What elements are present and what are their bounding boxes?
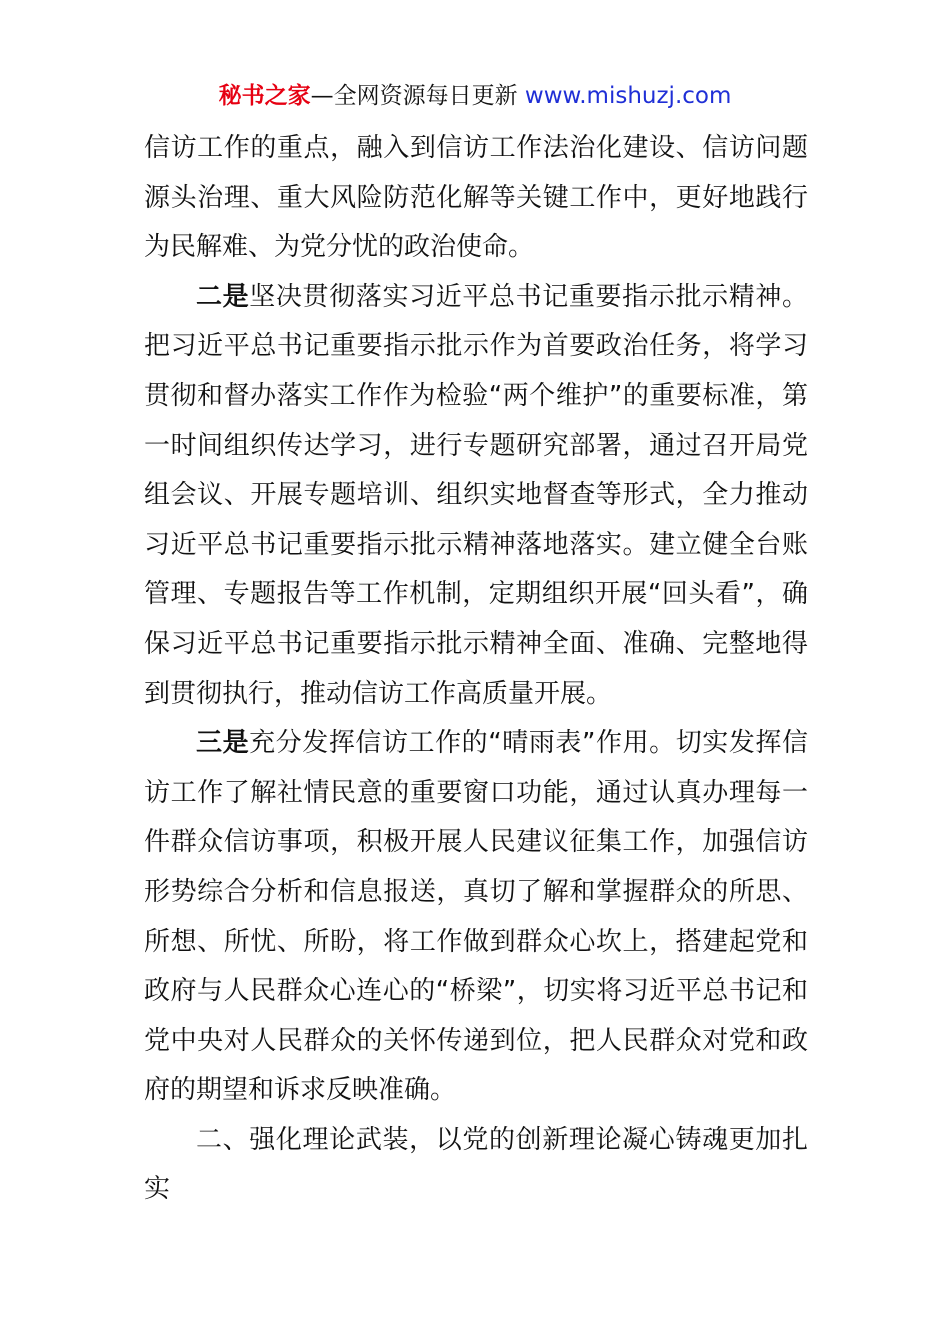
paragraph-point-two — [144, 273, 808, 719]
paragraph-lead: 二是 — [196, 281, 250, 312]
paragraph-text: 信访工作的重点，融入到信访工作法治化建设、信访问题源头治理、重大风险防范化解等关键工作中，更好地践行为民解难、为党分忧的政治使命。 — [144, 133, 808, 263]
document-body — [144, 124, 808, 1215]
site-url-link[interactable]: www.mishuzj.com — [524, 83, 732, 109]
paragraph-text: 充分发挥信访工作的“晴雨表”作用。切实发挥信访工作了解社情民意的重要窗口功能，通过认真办理每一件群众信访事项，积极开展人民建议征集工作，加强信访形势综合分析和信息报送，真切了解和掌握群众的所思、所想、所忧、所盼，将工作做到群众心坎上，搭建起党和政府与人民群众心连心的“桥梁”，切实将习近平总书记和党中央对人民群众的关怀传递到位，把人民群众对党和政府的期望和诉求反映准确。 — [144, 728, 808, 1106]
section-heading — [144, 1116, 808, 1215]
paragraph-text: 坚决贯彻落实习近平总书记重要指示批示精神。把习近平总书记重要指示批示作为首要政治任务，将学习贯彻和督办落实工作作为检验“两个维护”的重要标准，第一时间组织传达学习，进行专题研究部署，通过召开局党组会议、开展专题培训、组织实地督查等形式，全力推动习近平总书记重要指示批示精神落地落实。建立健全台账管理、专题报告等工作机制，定期组织开展“回头看”，确保习近平总书记重要指示批示精神全面、准确、完整地得到贯彻执行，推动信访工作高质量开展。 — [144, 281, 808, 709]
paragraph-continuation — [144, 124, 808, 273]
paragraph-lead: 三是 — [196, 728, 250, 759]
paragraph-point-three — [144, 719, 808, 1116]
site-brand: 秘书之家 — [218, 83, 311, 109]
site-header — [0, 78, 950, 114]
section-heading-text: 二、强化理论武装，以党的创新理论凝心铸魂更加扎实 — [144, 1124, 808, 1205]
site-tagline: —全网资源每日更新 — [310, 83, 525, 109]
